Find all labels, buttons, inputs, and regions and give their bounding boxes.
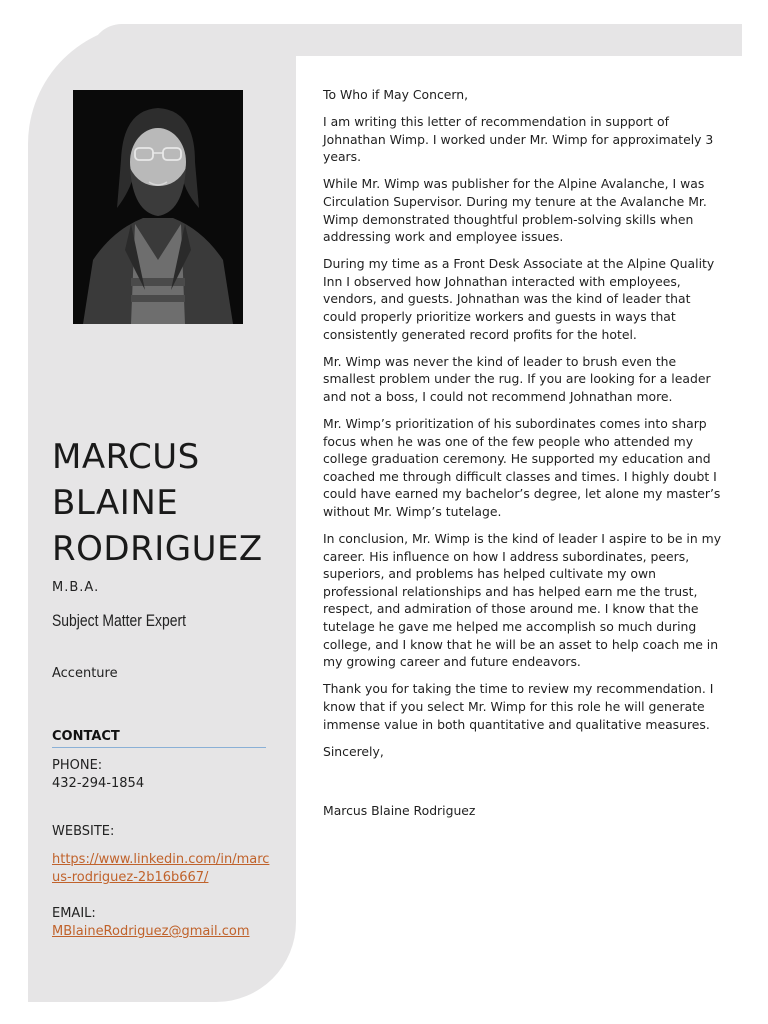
letter-signature: Marcus Blaine Rodriguez: [323, 803, 476, 819]
top-decorative-bar: [90, 24, 742, 56]
letter-greeting: To Who if May Concern,: [323, 87, 469, 102]
website-link[interactable]: https://www.linkedin.com/in/marcus-rodriguez-2b16b667/: [52, 852, 270, 885]
letter-paragraph-5: Mr. Wimp’s prioritization of his subordinates comes into sharp focus when he was one of the few people who attended my college graduation ceremony. He supported my education and coached me through difficult classes and times. I highly doubt I could have earned my bachelor’s degree, let alone my master’s without Mr. Wimp’s tutelage.: [323, 416, 721, 519]
website-link-wrapper: [52, 851, 272, 887]
letter-paragraph-4: Mr. Wimp was never the kind of leader to brush even the smallest problem under the rug. If you are looking for a leader and not a boss, I could not recommend Johnathan more.: [323, 353, 711, 404]
letter-paragraph-1: I am writing this letter of recommendation in support of Johnathan Wimp. I worked under Mr. Wimp for approximately 3 years.: [323, 114, 714, 165]
phone-value: 432-294-1854: [52, 776, 145, 791]
email-value-wrapper: [52, 923, 250, 941]
company: Accenture: [52, 666, 118, 681]
name-line-1: MARCUS: [52, 437, 200, 477]
contact-heading: CONTACT: [52, 729, 266, 748]
name-line-3: RODRIGUEZ: [52, 529, 263, 569]
degree: M.B.A.: [52, 580, 100, 595]
profile-photo: [73, 90, 243, 324]
website-label: WEBSITE:: [52, 824, 115, 839]
letter-paragraph-6: In conclusion, Mr. Wimp is the kind of leader I aspire to be in my career. His influence on how I address subordinates, peers, superiors, and problems has helped cultivate my own professional relationships and has helped earn me the trust, respect, and admiration of those around me. I know that the tutelage he gave me helped me accomplish so much during college, and I know that he will be an asset to help coach me in my growing career and future endeavors.: [323, 531, 722, 670]
name-line-2: BLAINE: [52, 483, 179, 523]
letter-paragraph-2: While Mr. Wimp was publisher for the Alpine Avalanche, I was Circulation Supervisor. During my tenure at the Avalanche Mr. Wimp demonstrated thoughtful problem-solving skills when addressing work and employee issues.: [323, 176, 707, 245]
letter-paragraph-3: During my time as a Front Desk Associate at the Alpine Quality Inn I observed how Johnathan interacted with employees, vendors, and guests. Johnathan was the kind of leader that could properly prioritize workers and guests in ways that consistently generated record profits for the hotel.: [323, 256, 715, 342]
job-role: Subject Matter Expert: [52, 611, 187, 630]
phone-label: PHONE:: [52, 758, 103, 773]
email-link[interactable]: MBlaineRodriguez@gmail.com: [52, 924, 250, 939]
letter-paragraph-7: Thank you for taking the time to review my recommendation. I know that if you select Mr. Wimp for this role he will generate immense value in both quantitative and qualitative measures.: [323, 681, 714, 732]
letter-closing: Sincerely,: [323, 743, 384, 759]
email-label: EMAIL:: [52, 906, 96, 921]
letter-body: [323, 86, 723, 829]
full-name: [52, 434, 282, 572]
portrait-image: [73, 90, 243, 324]
